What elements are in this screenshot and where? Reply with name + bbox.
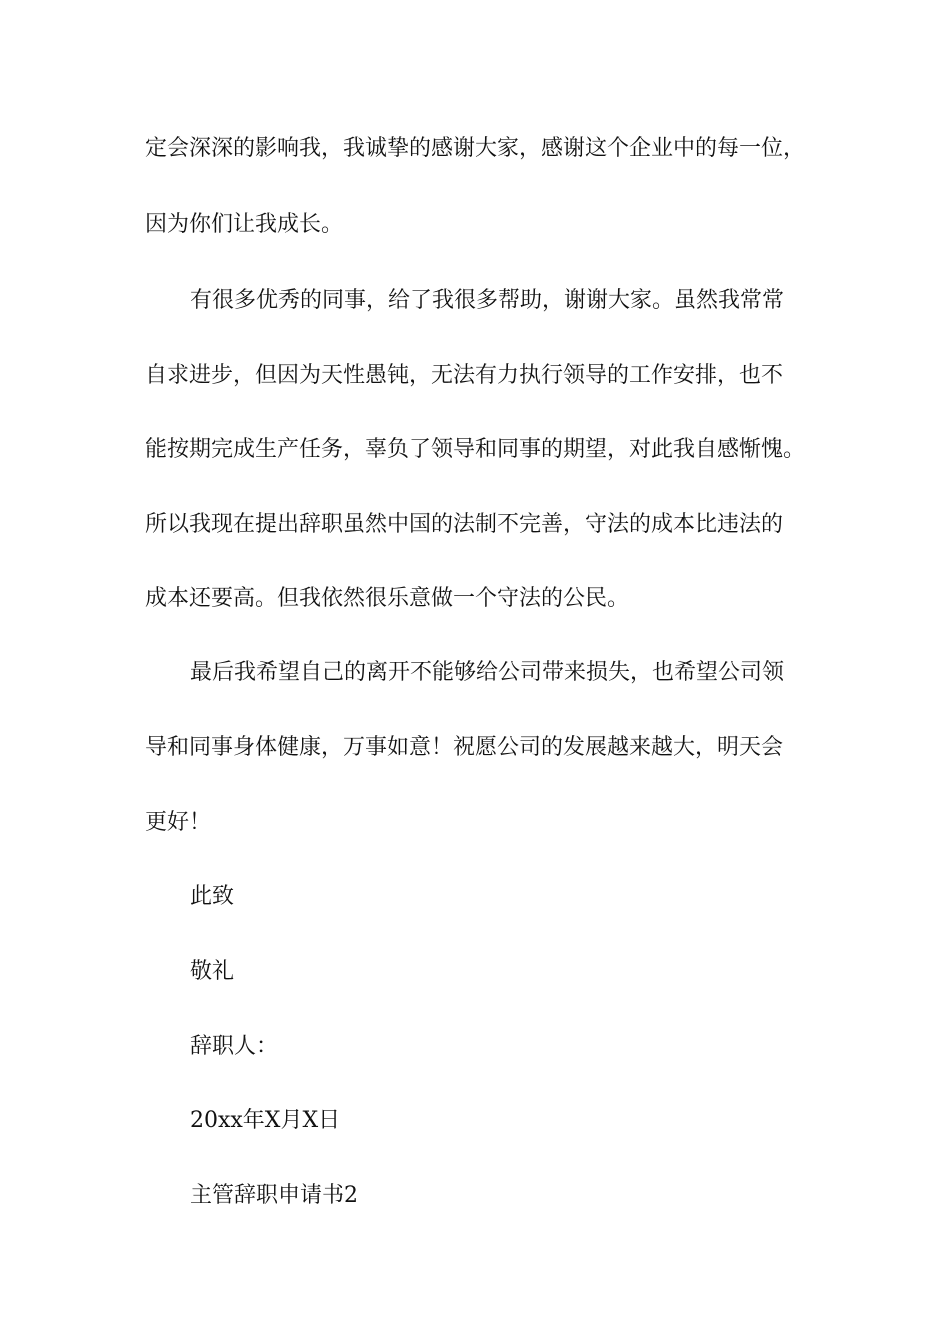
section-heading: 主管辞职申请书2: [190, 1183, 358, 1208]
paragraph-line: 定会深深的影响我，我诚挚的感谢大家，感谢这个企业中的每一位，: [145, 136, 806, 161]
paragraph-line: 导和同事身体健康，万事如意！祝愿公司的发展越来越大，明天会: [145, 735, 784, 760]
paragraph-line: 能按期完成生产任务，辜负了领导和同事的期望，对此我自感惭愧。: [145, 437, 806, 462]
paragraph-line: 所以我现在提出辞职虽然中国的法制不完善，守法的成本比违法的: [145, 512, 784, 537]
signature-date: 20xx年X月X日: [190, 1108, 341, 1133]
closing-salutation-1: 此致: [190, 884, 235, 909]
resigner-label: 辞职人：: [190, 1034, 279, 1059]
paragraph-line: 更好！: [145, 810, 212, 835]
paragraph-line: 自求进步，但因为天性愚钝，无法有力执行领导的工作安排，也不: [145, 363, 784, 388]
paragraph-line: 因为你们让我成长。: [145, 212, 344, 237]
paragraph-line: 最后我希望自己的离开不能够给公司带来损失，也希望公司领: [190, 660, 785, 685]
closing-salutation-2: 敬礼: [190, 959, 235, 984]
paragraph-line: 成本还要高。但我依然很乐意做一个守法的公民。: [145, 586, 630, 611]
paragraph-line: 有很多优秀的同事，给了我很多帮助，谢谢大家。虽然我常常: [190, 288, 785, 313]
